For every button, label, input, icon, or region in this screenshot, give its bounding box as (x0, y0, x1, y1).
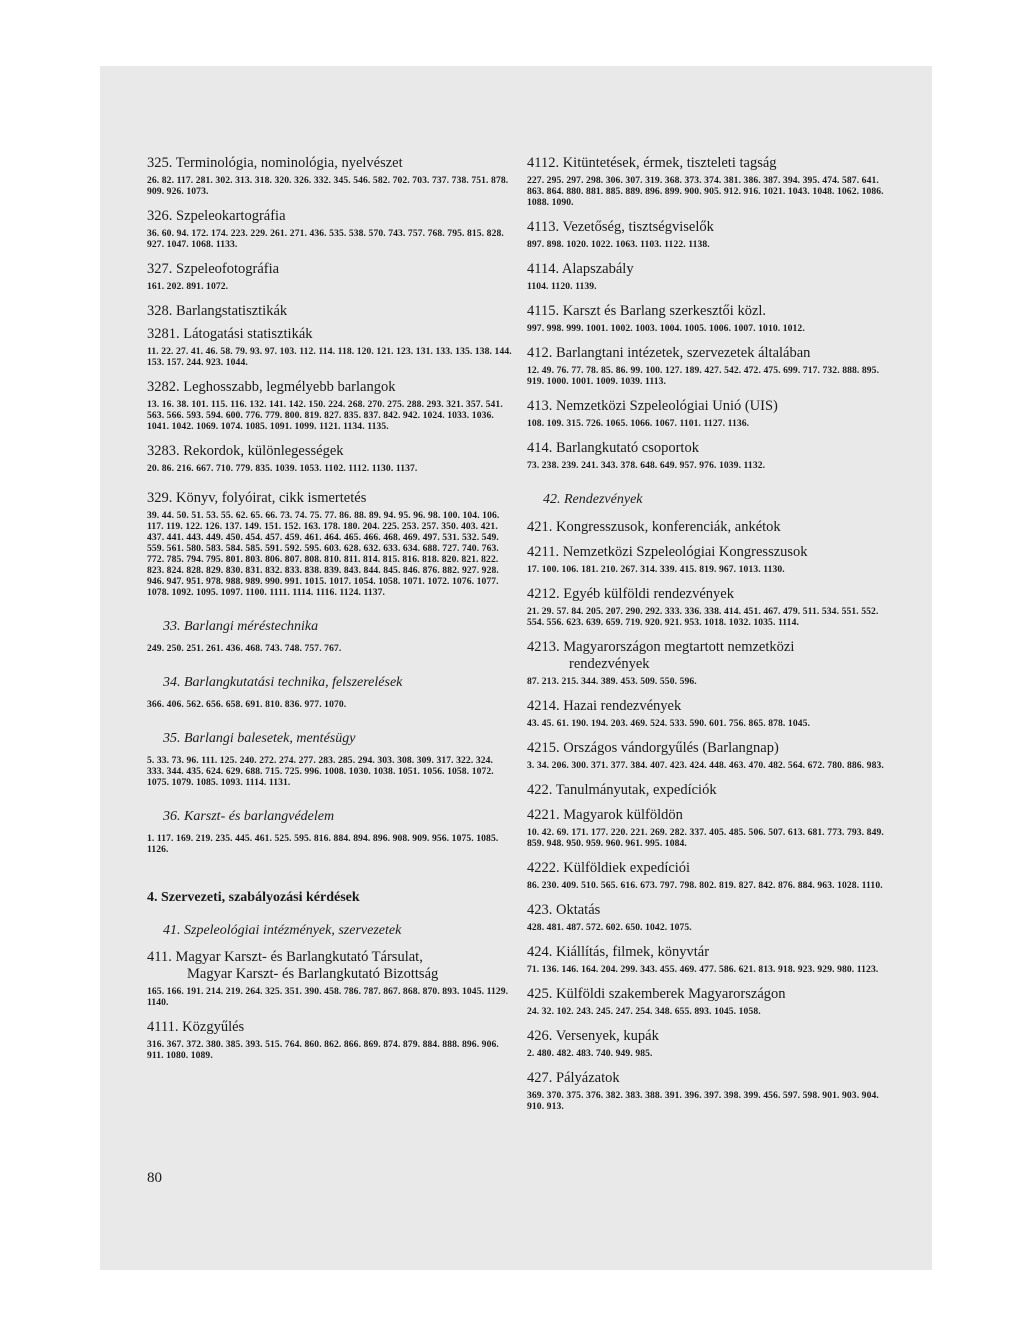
entry-4 (147, 889, 512, 906)
entry-refs: 161. 202. 891. 1072. (147, 281, 229, 292)
entry-4215 (527, 740, 892, 771)
entry-refs: 1104. 1120. 1139. (527, 281, 597, 292)
entry-heading: 3283. Rekordok, különlegességek (147, 443, 344, 459)
entry-4222 (527, 860, 892, 891)
entry-refs: 73. 238. 239. 241. 343. 378. 648. 649. 957. 976. 1039. 1132. (527, 460, 766, 471)
entry-heading: 427. Pályázatok (527, 1070, 620, 1086)
section-heading: 41. Szpeleológiai intézmények, szervezetek (163, 923, 402, 938)
entry-4212 (527, 586, 892, 628)
entry-heading: 422. Tanulmányutak, expedíciók (527, 782, 717, 798)
entry-refs: 366. 406. 562. 656. 658. 691. 810. 836. 977. 1070. (147, 699, 347, 710)
entry-heading: 3281. Látogatási statisztikák (147, 326, 313, 342)
entry-heading: 413. Nemzetközi Szpeleológiai Unió (UIS) (527, 398, 778, 414)
entry-refs: 20. 86. 216. 667. 710. 779. 835. 1039. 1053. 1102. 1112. 1130. 1137. (147, 463, 418, 474)
entry-refs: 13. 16. 38. 101. 115. 116. 132. 141. 142. 150. 224. 268. 270. 275. 288. 293. 321. 357. 541. 563. 566. 593. 594. 600. 776. 779. 800. 819. 827. 835. 837. 842. 942. 1024. 1033. 1036. 1041. 1042. 1069. 1074. 1085. 1091. 1099. 1121. 1134. 1135. (147, 399, 503, 432)
entry-refs: 21. 29. 57. 84. 205. 207. 290. 292. 333. 336. 338. 414. 451. 467. 479. 511. 534. 551. 552. 554. 556. 623. 639. 659. 719. 920. 921. 953. 1018. 1032. 1035. 1114. (527, 606, 879, 628)
entry-35 (147, 730, 512, 788)
entry-327 (147, 261, 512, 292)
entry-4214 (527, 698, 892, 729)
section-heading: 35. Barlangi balesetek, mentésügy (163, 731, 356, 746)
entry-heading: 4115. Karszt és Barlang szerkesztői közl. (527, 303, 767, 319)
entry-3281 (147, 326, 512, 368)
entry-heading: 4212. Egyéb külföldi rendezvények (527, 586, 734, 602)
entry-heading-continued: Magyar Karszt- és Barlangkutató Bizottság (187, 966, 439, 982)
entry-refs: 165. 166. 191. 214. 219. 264. 325. 351. 390. 458. 786. 787. 867. 868. 870. 893. 1045. 1129. 1140. (147, 986, 509, 1008)
entry-413 (527, 398, 892, 429)
entry-36 (147, 808, 512, 855)
entry-heading: 327. Szpeleofotográfia (147, 261, 280, 277)
entry-423 (527, 902, 892, 933)
entry-refs: 71. 136. 146. 164. 204. 299. 343. 455. 469. 477. 586. 621. 813. 918. 923. 929. 980. 1123. (527, 964, 879, 975)
entry-328 (147, 303, 512, 320)
entry-heading: 4221. Magyarok külföldön (527, 807, 683, 823)
entry-refs: 1. 117. 169. 219. 235. 445. 461. 525. 595. 816. 884. 894. 896. 908. 909. 956. 1075. 1085. 1126. (147, 833, 499, 855)
entry-4111 (147, 1019, 512, 1061)
entry-heading: 328. Barlangstatisztikák (147, 303, 288, 319)
entry-refs: 227. 295. 297. 298. 306. 307. 319. 368. 373. 374. 381. 386. 387. 394. 395. 474. 587. 641. 863. 864. 880. 881. 885. 889. 896. 899. 900. 905. 912. 916. 1021. 1043. 1048. 1062. 1086. 1088. 1090. (527, 175, 884, 208)
entry-heading: 4215. Országos vándorgyűlés (Barlangnap) (527, 740, 779, 756)
entry-refs: 17. 100. 106. 181. 210. 267. 314. 339. 415. 819. 967. 1013. 1130. (527, 564, 785, 575)
entry-heading: 412. Barlangtani intézetek, szervezetek általában (527, 345, 811, 361)
entry-refs: 997. 998. 999. 1001. 1002. 1003. 1004. 1005. 1006. 1007. 1010. 1012. (527, 323, 805, 334)
entry-heading: 4113. Vezetőség, tisztségviselők (527, 219, 714, 235)
entry-refs: 39. 44. 50. 51. 53. 55. 62. 65. 66. 73. 74. 75. 77. 86. 88. 89. 94. 95. 96. 98. 100. 104. 106. 117. 119. 122. 126. 137. 149. 151. 152. 163. 178. 180. 204. 225. 253. 257. 350. 403. 421. 437. 441. 443. 449. 450. 454. 457. 459. 461. 464. 465. 466. 468. 469. 497. 531. 532. 549. 559. 561. 580. 583. 584. 585. 591. 592. 595. 603. 628. 632. 633. 634. 688. 727. 740. 763. 772. 785. 794. 795. 801. 803. 806. 807. 808. 810. 811. 814. 815. 816. 818. 820. 821. 822. 823. 824. 828. 829. 830. 831. 832. 833. 838. 839. 843. 844. 845. 846. 876. 882. 927. 928. 946. 947. 951. 978. 988. 989. 990. 991. 1015. 1017. 1054. 1058. 1071. 1072. 1076. 1077. 1078. 1092. 1095. 1097. 1100. 1111. 1114. 1116. 1124. 1137. (147, 510, 500, 598)
entry-heading: 425. Külföldi szakemberek Magyarországon (527, 986, 786, 1002)
entry-heading-continued: rendezvények (569, 656, 650, 672)
entry-refs: 249. 250. 251. 261. 436. 468. 743. 748. 757. 767. (147, 643, 342, 654)
entry-34 (147, 674, 512, 710)
entry-4221 (527, 807, 892, 849)
entry-33 (147, 618, 512, 654)
entry-425 (527, 986, 892, 1017)
entry-326 (147, 208, 512, 250)
right-column (527, 155, 892, 1112)
entry-heading: 4112. Kitüntetések, érmek, tiszteleti tagság (527, 155, 777, 171)
entry-heading: 423. Oktatás (527, 902, 601, 918)
entry-42 (527, 491, 892, 508)
entry-refs: 36. 60. 94. 172. 174. 223. 229. 261. 271. 436. 535. 538. 570. 743. 757. 768. 795. 815. 828. 927. 1047. 1068. 1133. (147, 228, 504, 250)
entry-426 (527, 1028, 892, 1059)
entry-heading: 325. Terminológia, nominológia, nyelvészet (147, 155, 403, 171)
section-heading: 34. Barlangkutatási technika, felszerelések (163, 675, 403, 690)
chapter-heading: 4. Szervezeti, szabályozási kérdések (147, 890, 360, 905)
entry-heading: 421. Kongresszusok, konferenciák, ankétok (527, 519, 781, 535)
entry-refs: 11. 22. 27. 41. 46. 58. 79. 93. 97. 103. 112. 114. 118. 120. 121. 123. 131. 133. 135. 138. 144. 153. 157. 244. 923. 1044. (147, 346, 512, 368)
section-heading: 33. Barlangi méréstechnika (163, 619, 319, 634)
page-number: 80 (147, 1170, 162, 1186)
left-column (147, 155, 512, 1061)
entry-heading: 411. Magyar Karszt- és Barlangkutató Társulat, (147, 949, 423, 965)
entry-refs: 2. 480. 482. 483. 740. 949. 985. (527, 1048, 653, 1059)
entry-refs: 12. 49. 76. 77. 78. 85. 86. 99. 100. 127. 189. 427. 542. 472. 475. 699. 717. 732. 888. 895. 919. 1000. 1001. 1009. 1039. 1113. (527, 365, 880, 387)
entry-4114 (527, 261, 892, 292)
entry-refs: 5. 33. 73. 96. 111. 125. 240. 272. 274. 277. 283. 285. 294. 303. 308. 309. 317. 322. 324. 333. 344. 435. 624. 629. 688. 715. 725. 996. 1008. 1030. 1038. 1051. 1056. 1058. 1072. 1075. 1079. 1085. 1093. 1114. 1131. (147, 755, 494, 788)
entry-heading: 4213. Magyarországon megtartott nemzetközi (527, 639, 795, 655)
entry-412 (527, 345, 892, 387)
entry-refs: 26. 82. 117. 281. 302. 313. 318. 320. 326. 332. 345. 546. 582. 702. 703. 737. 738. 751. 878. 909. 926. 1073. (147, 175, 509, 197)
entry-refs: 369. 370. 375. 376. 382. 383. 388. 391. 396. 397. 398. 399. 456. 597. 598. 901. 903. 904. 910. 913. (527, 1090, 879, 1112)
entry-heading: 4222. Külföldiek expedíciói (527, 860, 691, 876)
entry-heading: 4111. Közgyűlés (147, 1019, 245, 1035)
entry-refs: 108. 109. 315. 726. 1065. 1066. 1067. 1101. 1127. 1136. (527, 418, 750, 429)
entry-refs: 43. 45. 61. 190. 194. 203. 469. 524. 533. 590. 601. 756. 865. 878. 1045. (527, 718, 811, 729)
entry-427 (527, 1070, 892, 1112)
entry-refs: 3. 34. 206. 300. 371. 377. 384. 407. 423. 424. 448. 463. 470. 482. 564. 672. 780. 886. 983. (527, 760, 884, 771)
entry-4112 (527, 155, 892, 208)
entry-4115 (527, 303, 892, 334)
entry-heading: 326. Szpeleokartográfia (147, 208, 286, 224)
entry-refs: 428. 481. 487. 572. 602. 650. 1042. 1075. (527, 922, 692, 933)
entry-329 (147, 490, 512, 598)
entry-refs: 10. 42. 69. 171. 177. 220. 221. 269. 282. 337. 405. 485. 506. 507. 613. 681. 773. 793. 849. 859. 948. 950. 959. 960. 961. 995. 1084. (527, 827, 884, 849)
entry-heading: 4211. Nemzetközi Szpeleológiai Kongresszusok (527, 544, 808, 560)
entry-heading: 414. Barlangkutató csoportok (527, 440, 699, 456)
entry-4213 (527, 639, 892, 687)
entry-heading: 424. Kiállítás, filmek, könyvtár (527, 944, 710, 960)
entry-414 (527, 440, 892, 471)
entry-4211 (527, 544, 892, 575)
section-heading: 36. Karszt- és barlangvédelem (163, 809, 335, 824)
entry-3282 (147, 379, 512, 432)
entry-422 (527, 782, 892, 799)
entry-heading: 4214. Hazai rendezvények (527, 698, 682, 714)
entry-heading: 3282. Leghosszabb, legmélyebb barlangok (147, 379, 396, 395)
entry-heading: 426. Versenyek, kupák (527, 1028, 659, 1044)
entry-41 (147, 922, 512, 939)
entry-heading: 329. Könyv, folyóirat, cikk ismertetés (147, 490, 367, 506)
entry-411 (147, 949, 512, 1008)
entry-refs: 897. 898. 1020. 1022. 1063. 1103. 1122. 1138. (527, 239, 710, 250)
section-heading: 42. Rendezvények (543, 492, 643, 507)
entry-4113 (527, 219, 892, 250)
entry-325 (147, 155, 512, 197)
entry-421 (527, 519, 892, 536)
entry-refs: 316. 367. 372. 380. 385. 393. 515. 764. 860. 862. 866. 869. 874. 879. 884. 888. 896. 906. 911. 1080. 1089. (147, 1039, 499, 1061)
entry-refs: 24. 32. 102. 243. 245. 247. 254. 348. 655. 893. 1045. 1058. (527, 1006, 761, 1017)
entry-refs: 87. 213. 215. 344. 389. 453. 509. 550. 596. (527, 676, 697, 687)
entry-refs: 86. 230. 409. 510. 565. 616. 673. 797. 798. 802. 819. 827. 842. 876. 884. 963. 1028. 1110. (527, 880, 883, 891)
entry-heading: 4114. Alapszabály (527, 261, 634, 277)
entry-3283 (147, 443, 512, 474)
entry-424 (527, 944, 892, 975)
